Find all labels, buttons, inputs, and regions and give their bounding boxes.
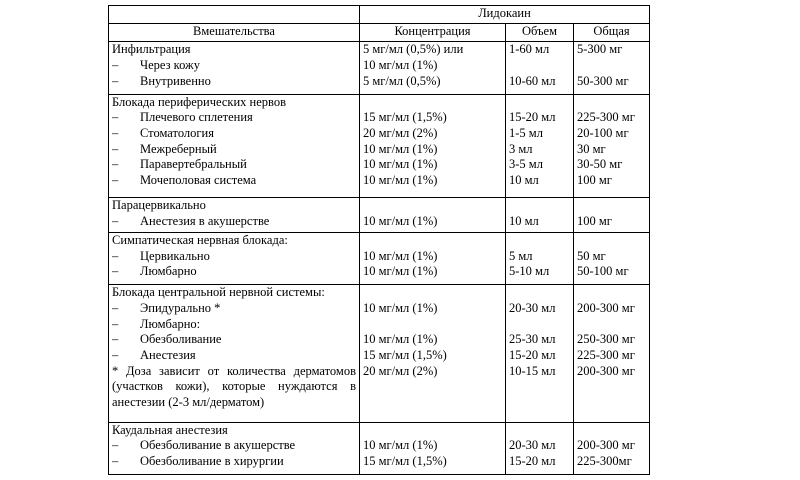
- concentration-value: 10 мг/мл (1%): [363, 300, 438, 315]
- item-label: Цервикально: [140, 248, 210, 263]
- item-line: [112, 454, 356, 470]
- total-cell: [574, 285, 650, 422]
- header-blank-cell: [109, 6, 360, 24]
- total-value: 225-300мг: [577, 454, 632, 469]
- spacer-line: [577, 233, 646, 249]
- total-cell: [574, 94, 650, 197]
- item-line: [112, 317, 356, 333]
- volume-value: [509, 317, 570, 333]
- volume-value: 10-15 мл: [509, 363, 556, 378]
- item-label: Эпидурально *: [140, 300, 221, 315]
- volume-value: 15-20 мл: [509, 454, 556, 469]
- volume-value: 10 мл: [509, 172, 539, 187]
- bullet-dash: –: [112, 438, 119, 453]
- total-value: 200-300 мг: [577, 438, 635, 453]
- table-body: [109, 6, 650, 475]
- item-line: [112, 157, 356, 173]
- concentration-value: 10 мг/мл (1%): [363, 264, 438, 279]
- header-total: Общая: [574, 24, 650, 42]
- item-line: [112, 126, 356, 142]
- spacer-line: [577, 198, 646, 214]
- concentration-value: 10 мг/мл (1%): [363, 438, 438, 453]
- group-row: [109, 197, 650, 232]
- bullet-dash: –: [112, 454, 119, 469]
- total-value: 225-300 мг: [577, 347, 635, 362]
- concentration-value: 10 мг/мл (1%): [363, 57, 438, 72]
- concentration-value: 20 мг/мл (2%): [363, 125, 438, 140]
- item-label: Обезболивание: [140, 332, 222, 347]
- concentration-value: 5 мг/мл (0,5%): [363, 73, 441, 88]
- volume-value: 15-20 мл: [509, 110, 556, 125]
- header-drug: Лидокаин: [360, 6, 650, 24]
- volume-cell: [506, 42, 574, 94]
- group-label-cell: [109, 285, 360, 422]
- concentration-cell: [360, 285, 506, 422]
- item-label: Обезболивание в акушерстве: [140, 438, 296, 453]
- item-line: [112, 301, 356, 317]
- volume-value: 20-30 мл: [509, 300, 556, 315]
- concentration-value: 5 мг/мл (0,5%) или: [363, 42, 464, 57]
- bullet-dash: –: [112, 213, 119, 228]
- concentration-value: 10 мг/мл (1%): [363, 172, 438, 187]
- volume-cell: [506, 422, 574, 474]
- concentration-value: 15 мг/мл (1,5%): [363, 347, 447, 362]
- volume-value: 10-60 мл: [509, 73, 556, 88]
- item-label: Анестезия в акушерстве: [140, 213, 270, 228]
- group-title: Парацервикально: [112, 197, 206, 212]
- spacer-line: [363, 423, 502, 439]
- item-label: Анестезия: [140, 347, 196, 362]
- volume-value: 25-30 мл: [509, 332, 556, 347]
- total-value: 100 мг: [577, 213, 612, 228]
- spacer-line: [363, 285, 502, 301]
- total-value: 200-300 мг: [577, 363, 635, 378]
- item-label: Люмбарно:: [140, 316, 201, 331]
- volume-value: 10 мл: [509, 213, 539, 228]
- total-cell: [574, 42, 650, 94]
- spacer-line: [509, 233, 570, 249]
- total-value: 20-100 мг: [577, 125, 629, 140]
- item-line: [112, 332, 356, 348]
- volume-value: 1-60 мл: [509, 42, 550, 57]
- spacer-line: [509, 198, 570, 214]
- item-line: [112, 173, 356, 189]
- spacer-line: [577, 285, 646, 301]
- concentration-value: 10 мг/мл (1%): [363, 157, 438, 172]
- concentration-value: 10 мг/мл (1%): [363, 213, 438, 228]
- spacer-line: [509, 423, 570, 439]
- volume-value: 15-20 мл: [509, 347, 556, 362]
- lidocaine-dosage-table: [108, 5, 650, 475]
- bullet-dash: –: [112, 248, 119, 263]
- group-title: Инфильтрация: [112, 42, 191, 57]
- group-row: [109, 42, 650, 94]
- bullet-dash: –: [112, 172, 119, 187]
- item-line: [112, 58, 356, 74]
- volume-value: 1-5 мл: [509, 125, 543, 140]
- bullet-dash: –: [112, 332, 119, 347]
- group-label-cell: [109, 197, 360, 232]
- volume-value: [509, 58, 570, 74]
- spacer-line: [577, 95, 646, 111]
- item-label: Стоматология: [140, 125, 214, 140]
- concentration-value: 10 мг/мл (1%): [363, 248, 438, 263]
- concentration-cell: [360, 233, 506, 285]
- concentration-cell: [360, 197, 506, 232]
- header-row-columns: [109, 24, 650, 42]
- item-label: Люмбарно: [140, 264, 197, 279]
- total-value: 225-300 мг: [577, 110, 635, 125]
- item-label: Плечевого сплетения: [140, 110, 253, 125]
- item-line: [112, 348, 356, 364]
- item-line: [112, 438, 356, 454]
- volume-value: 5 мл: [509, 248, 533, 263]
- group-label-cell: [109, 233, 360, 285]
- bullet-dash: –: [112, 300, 119, 315]
- volume-value: 3 мл: [509, 141, 533, 156]
- total-cell: [574, 197, 650, 232]
- concentration-value: [363, 317, 502, 333]
- dose-footnote: * Доза зависит от количества дерматомов (участков кожи), которые нуждаются в анестезии (2-3 мл/дерматом): [112, 363, 356, 410]
- header-volume: Объем: [506, 24, 574, 42]
- group-row: [109, 422, 650, 474]
- concentration-value: 10 мг/мл (1%): [363, 332, 438, 347]
- total-value: [577, 317, 646, 333]
- total-value: 100 мг: [577, 172, 612, 187]
- volume-value: 3-5 мл: [509, 157, 543, 172]
- item-label: Внутривенно: [140, 73, 211, 88]
- group-row: [109, 94, 650, 197]
- bullet-dash: –: [112, 110, 119, 125]
- group-label-cell: [109, 94, 360, 197]
- total-value: 200-300 мг: [577, 300, 635, 315]
- item-line: [112, 110, 356, 126]
- item-label: Межреберный: [140, 141, 217, 156]
- bullet-dash: –: [112, 57, 119, 72]
- item-line: [112, 249, 356, 265]
- volume-cell: [506, 233, 574, 285]
- total-value: 50-100 мг: [577, 264, 629, 279]
- group-label-cell: [109, 422, 360, 474]
- bullet-dash: –: [112, 157, 119, 172]
- header-row-drug: [109, 6, 650, 24]
- item-label: Через кожу: [140, 57, 200, 72]
- total-value: [577, 58, 646, 74]
- group-label-cell: [109, 42, 360, 94]
- total-value: 50-300 мг: [577, 73, 629, 88]
- item-line: [112, 264, 356, 280]
- spacer-line: [509, 285, 570, 301]
- bullet-dash: –: [112, 316, 119, 331]
- spacer-line: [509, 95, 570, 111]
- group-title: Симпатическая нервная блокада:: [112, 233, 288, 248]
- spacer-line: [363, 95, 502, 111]
- concentration-value: 15 мг/мл (1,5%): [363, 110, 447, 125]
- item-label: Обезболивание в хирургии: [140, 454, 284, 469]
- total-value: 50 мг: [577, 248, 606, 263]
- volume-cell: [506, 94, 574, 197]
- bullet-dash: –: [112, 141, 119, 156]
- item-line: [112, 214, 356, 230]
- total-cell: [574, 422, 650, 474]
- bullet-dash: –: [112, 73, 119, 88]
- concentration-cell: [360, 42, 506, 94]
- bullet-dash: –: [112, 347, 119, 362]
- volume-value: 5-10 мл: [509, 264, 550, 279]
- header-concentration: Концентрация: [360, 24, 506, 42]
- item-line: [112, 74, 356, 90]
- volume-cell: [506, 285, 574, 422]
- header-interventions: Вмешательства: [109, 24, 360, 42]
- volume-cell: [506, 197, 574, 232]
- volume-value: 20-30 мл: [509, 438, 556, 453]
- group-title: Блокада периферических нервов: [112, 94, 287, 109]
- item-line: [112, 142, 356, 158]
- concentration-value: 15 мг/мл (1,5%): [363, 454, 447, 469]
- item-label: Паравертебральный: [140, 157, 247, 172]
- total-value: 30 мг: [577, 141, 606, 156]
- group-title: Блокада центральной нервной системы:: [112, 285, 325, 300]
- spacer-line: [363, 198, 502, 214]
- spacer-line: [577, 423, 646, 439]
- total-cell: [574, 233, 650, 285]
- bullet-dash: –: [112, 125, 119, 140]
- concentration-value: 10 мг/мл (1%): [363, 141, 438, 156]
- group-row: [109, 233, 650, 285]
- item-label: Мочеполовая система: [140, 172, 257, 187]
- group-title: Каудальная анестезия: [112, 422, 228, 437]
- concentration-value: 20 мг/мл (2%): [363, 363, 438, 378]
- total-value: 5-300 мг: [577, 42, 623, 57]
- concentration-cell: [360, 94, 506, 197]
- total-value: 30-50 мг: [577, 157, 623, 172]
- total-value: 250-300 мг: [577, 332, 635, 347]
- group-row: [109, 285, 650, 422]
- concentration-cell: [360, 422, 506, 474]
- bullet-dash: –: [112, 264, 119, 279]
- spacer-line: [363, 233, 502, 249]
